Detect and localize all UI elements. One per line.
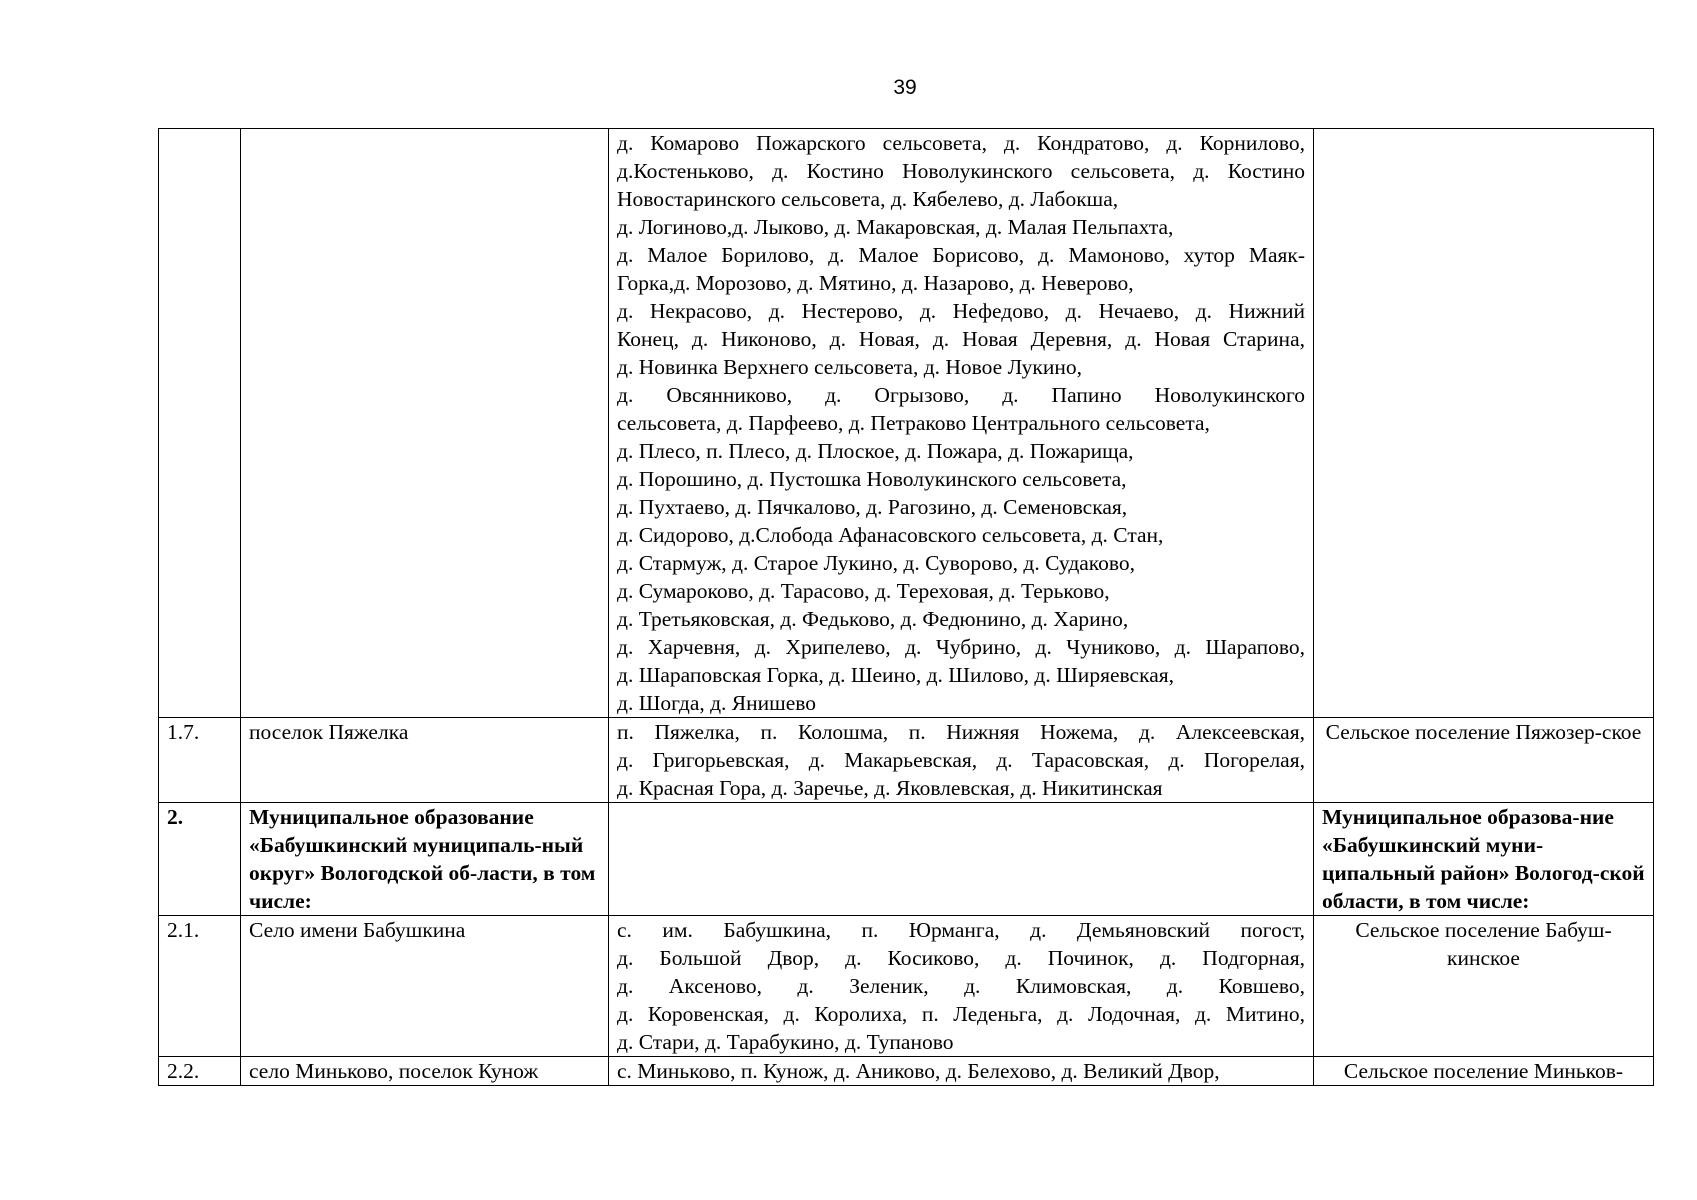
localities-line: д. Стари, д. Тарабукино, д. Тупаново	[617, 1030, 954, 1054]
localities-line: д. Некрасово, д. Нестерово, д. Нефедово, д. Нечаево, д. Нижний	[617, 299, 1305, 323]
former-municipality-cell: Сельское поселение Пяжозер-ское	[1314, 718, 1654, 803]
row-number: 1.7.	[159, 718, 241, 803]
localities-cell	[609, 916, 1314, 1057]
settlements-table	[158, 128, 1654, 1086]
table-row	[159, 129, 1654, 718]
localities-line: д. Стармуж, д. Старое Лукино, д. Суворово, д. Судаково,	[617, 551, 1136, 575]
former-municipality-cell: Сельское поселение Бабуш-кинское	[1314, 916, 1654, 1057]
localities-cell	[609, 129, 1314, 718]
settlement-cell: Село имени Бабушкина	[241, 916, 609, 1057]
localities-line: д. Григорьевская, д. Макарьевская, д. Тарасовская, д. Погорелая,	[617, 748, 1305, 772]
localities-line: д. Малое Борилово, д. Малое Борисово, д. Мамоново, хутор Маяк-	[617, 243, 1305, 267]
localities-line: д. Новинка Верхнего сельсовета, д. Новое Лукино,	[617, 355, 1082, 379]
row-number: 2.1.	[159, 916, 241, 1057]
table-row	[159, 718, 1654, 803]
localities-line: п. Пяжелка, п. Колошма, п. Нижняя Ножема, д. Алексеевская,	[617, 720, 1305, 744]
localities-cell	[609, 718, 1314, 803]
localities-line: д. Третьяковская, д. Федьково, д. Федюнино, д. Харино,	[617, 607, 1129, 631]
former-municipality-cell: Сельское поселение Миньков-	[1314, 1057, 1654, 1086]
table-row	[159, 803, 1654, 916]
localities-line: с. им. Бабушкина, п. Юрманга, д. Демьяновский погост,	[617, 918, 1305, 942]
localities-line: д. Аксеново, д. Зеленик, д. Климовская, д. Ковшево,	[617, 974, 1305, 998]
localities-line: с. Миньково, п. Кунож, д. Аниково, д. Белехово, д. Великий Двор,	[617, 1059, 1220, 1083]
settlement-cell: поселок Пяжелка	[241, 718, 609, 803]
row-number: 2.2.	[159, 1057, 241, 1086]
localities-cell	[609, 1057, 1314, 1086]
row-number: 2.	[159, 803, 241, 916]
localities-line: Горка,д. Морозово, д. Мятино, д. Назарово, д. Неверово,	[617, 271, 1134, 295]
localities-line: д. Большой Двор, д. Косиково, д. Починок, д. Подгорная,	[617, 946, 1305, 970]
localities-line: сельсовета, д. Парфеево, д. Петраково Центрального сельсовета,	[617, 411, 1210, 435]
localities-line: д. Харчевня, д. Хрипелево, д. Чубрино, д. Чуниково, д. Шарапово,	[617, 635, 1305, 659]
localities-line: д. Сидорово, д.Слобода Афанасовского сельсовета, д. Стан,	[617, 523, 1164, 547]
localities-line: д. Красная Гора, д. Заречье, д. Яковлевская, д. Никитинская	[617, 776, 1163, 800]
localities-line: д. Логиново,д. Лыково, д. Макаровская, д. Малая Пельпахта,	[617, 215, 1174, 239]
localities-line: д. Порошино, д. Пустошка Новолукинского сельсовета,	[617, 467, 1127, 491]
localities-line: д. Шогда, д. Янишево	[617, 691, 817, 715]
localities-line: д.Костеньково, д. Костино Новолукинского сельсовета, д. Костино	[617, 159, 1305, 183]
localities-line: Новостаринского сельсовета, д. Кябелево, д. Лабокша,	[617, 187, 1119, 211]
localities-line: д. Сумароково, д. Тарасово, д. Тереховая, д. Терьково,	[617, 579, 1110, 603]
table-row	[159, 1057, 1654, 1086]
localities-line: д. Овсянниково, д. Огрызово, д. Папино Новолукинского	[617, 383, 1305, 407]
row-number	[159, 129, 241, 718]
localities-line: д. Комарово Пожарского сельсовета, д. Кондратово, д. Корнилово,	[617, 131, 1305, 155]
localities-line: д. Коровенская, д. Королиха, п. Леденьга, д. Лодочная, д. Митино,	[617, 1002, 1305, 1026]
localities-cell	[609, 803, 1314, 916]
page-number: 39	[893, 76, 917, 99]
settlement-cell: Муниципальное образование «Бабушкинский муниципаль-ный округ» Вологодской об-ласти, в том числе:	[241, 803, 609, 916]
localities-line: д. Пухтаево, д. Пячкалово, д. Рагозино, д. Семеновская,	[617, 495, 1128, 519]
localities-line: д. Шараповская Горка, д. Шеино, д. Шилово, д. Ширяевская,	[617, 663, 1174, 687]
settlement-cell: село Миньково, поселок Кунож	[241, 1057, 609, 1086]
localities-line: Конец, д. Никоново, д. Новая, д. Новая Деревня, д. Новая Старина,	[617, 327, 1305, 351]
settlement-cell	[241, 129, 609, 718]
localities-line: д. Плесо, п. Плесо, д. Плоское, д. Пожара, д. Пожарища,	[617, 439, 1134, 463]
former-municipality-cell	[1314, 129, 1654, 718]
table-row	[159, 916, 1654, 1057]
former-municipality-cell: Муниципальное образова-ние «Бабушкинский муни-ципальный район» Вологод-ской области, в том числе:	[1314, 803, 1654, 916]
